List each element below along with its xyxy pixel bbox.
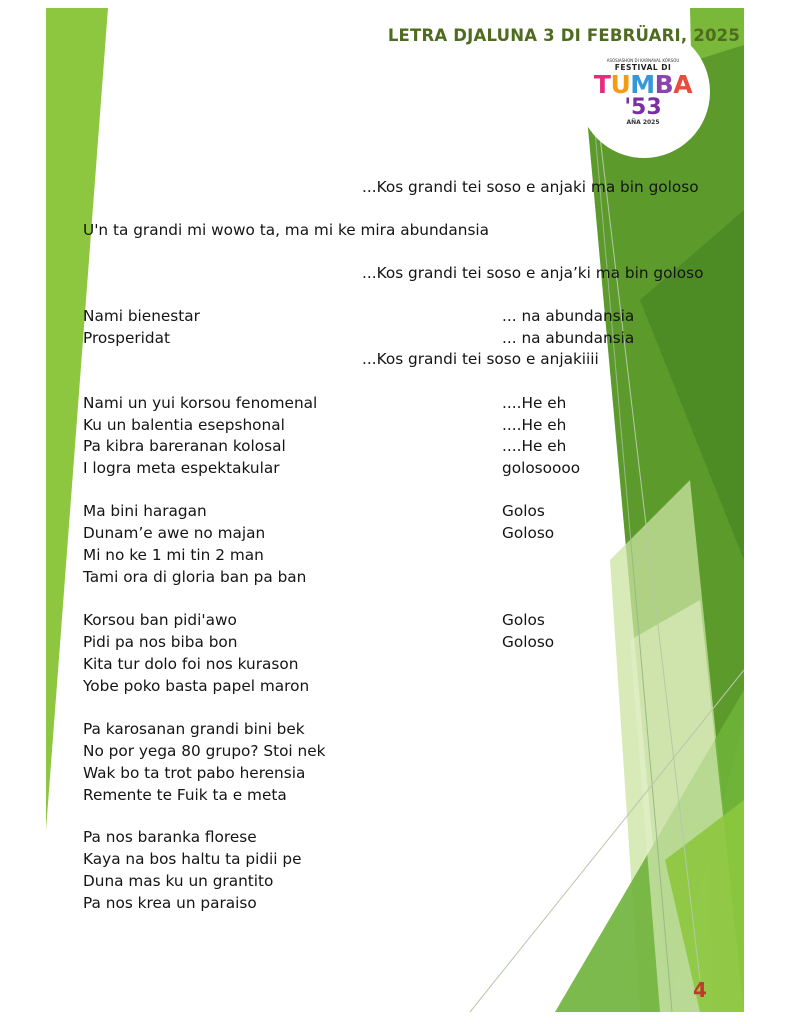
logo-year: AÑA 2025 xyxy=(626,119,660,126)
lyric-line: Pa kibra bareranan kolosal xyxy=(83,437,286,455)
lyric-response: ....He eh xyxy=(502,416,567,434)
lyric-line: No por yega 80 grupo? Stoi nek xyxy=(83,742,326,760)
lyric-line: Yobe poko basta papel maron xyxy=(83,677,310,695)
lyric-line: Duna mas ku un grantito xyxy=(83,872,274,890)
lyric-line: Pidi pa nos biba bon xyxy=(83,633,238,651)
lyric-line: ...Kos grandi tei soso e anjakiiii xyxy=(362,350,599,368)
lyric-line: Prosperidat xyxy=(83,329,170,347)
lyric-line: I logra meta espektakular xyxy=(83,459,280,477)
lyric-line: Korsou ban pidi'awo xyxy=(83,611,237,629)
lyric-response: ....He eh xyxy=(502,437,567,455)
page-number: 4 xyxy=(693,978,707,1002)
page-header: LETRA DJALUNA 3 DI FEBRÜARI, 2025 xyxy=(387,26,740,45)
festival-logo xyxy=(583,56,703,140)
lyric-response: Goloso xyxy=(502,633,555,651)
logo-number: '53 xyxy=(624,95,662,120)
lyric-response: ... na abundansia xyxy=(502,307,635,325)
lyric-line: Nami bienestar xyxy=(83,307,200,325)
lyric-line: U'n ta grandi mi wowo ta, ma mi ke mira abundansia xyxy=(83,221,490,239)
lyric-response: Golos xyxy=(502,502,545,520)
lyric-line: Pa karosanan grandi bini bek xyxy=(83,720,305,738)
lyric-response: golosoooo xyxy=(502,459,581,477)
lyric-line: Ku un balentia esepshonal xyxy=(83,416,285,434)
lyric-line: Wak bo ta trot pabo herensia xyxy=(83,764,306,782)
lyric-line: ...Kos grandi tei soso e anja’ki ma bin goloso xyxy=(362,264,704,282)
logo-tumba-text: TUMBA xyxy=(593,70,693,99)
lyric-line: ...Kos grandi tei soso e anjaki ma bin goloso xyxy=(362,178,699,196)
lyric-line: Kaya na bos haltu ta pidii pe xyxy=(83,850,302,868)
lyric-line: Pa nos baranka florese xyxy=(83,828,257,846)
lyric-response: ... na abundansia xyxy=(502,329,635,347)
lyric-response: Goloso xyxy=(502,524,555,542)
lyric-line: Pa nos krea un paraiso xyxy=(83,894,257,912)
lyric-line: Mi no ke 1 mi tin 2 man xyxy=(83,546,264,564)
logo-festival-text: FESTIVAL DI xyxy=(614,63,672,72)
lyric-line: Tami ora di gloria ban pa ban xyxy=(83,568,307,586)
lyric-line: Ma bini haragan xyxy=(83,502,207,520)
lyric-response: ....He eh xyxy=(502,394,567,412)
lyric-line: Kita tur dolo foi nos kurason xyxy=(83,655,299,673)
lyric-line: Nami un yui korsou fenomenal xyxy=(83,394,318,412)
lyric-response: Golos xyxy=(502,611,545,629)
lyric-line: Dunam’e awe no majan xyxy=(83,524,266,542)
logo-top-text: ASOSIASHON DI KARNAVAL KÒRSOU xyxy=(606,58,680,63)
lyric-line: Remente te Fuik ta e meta xyxy=(83,786,287,804)
